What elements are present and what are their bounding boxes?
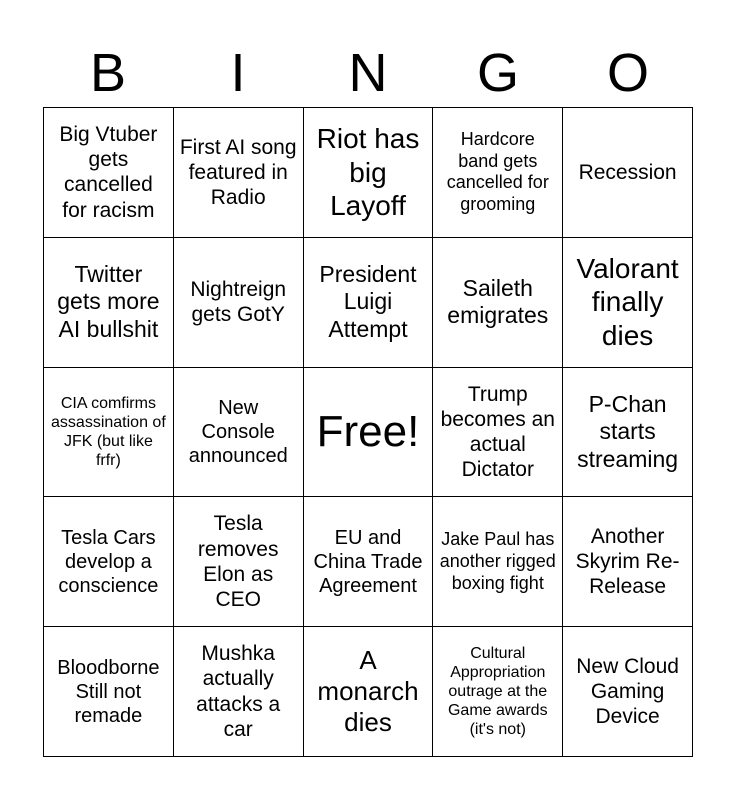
- bingo-cell[interactable]: [44, 627, 174, 757]
- bingo-cell[interactable]: [44, 497, 174, 627]
- bingo-cell[interactable]: [44, 238, 174, 368]
- cell-text: First AI song featured in Radio: [179, 135, 297, 209]
- cell-text: New Cloud Gaming Device: [576, 654, 679, 729]
- bingo-cell[interactable]: [304, 627, 434, 757]
- cell-text: Cultural Appropriation outrage at the Game awards (it's not): [447, 644, 548, 739]
- bingo-grid: [43, 107, 693, 757]
- bingo-cell[interactable]: [304, 238, 434, 368]
- header-letter-n: N: [348, 43, 388, 103]
- cell-text: CIA comfirms assassination of JFK (but like frfr): [51, 394, 166, 470]
- cell-text: Bloodborne Still not remade: [57, 656, 160, 727]
- bingo-cell[interactable]: [174, 627, 304, 757]
- bingo-cell[interactable]: [563, 108, 693, 238]
- cell-text: Riot has big Layoff: [316, 123, 420, 222]
- bingo-cell[interactable]: [433, 627, 563, 757]
- bingo-cell[interactable]: [563, 627, 693, 757]
- bingo-cell[interactable]: [304, 497, 434, 627]
- cell-text: New Console announced: [188, 396, 288, 467]
- bingo-header: [43, 40, 693, 106]
- bingo-cell[interactable]: [433, 497, 563, 627]
- cell-text: Hardcore band gets cancelled for grooming: [446, 129, 549, 214]
- bingo-cell[interactable]: [174, 238, 304, 368]
- bingo-cell[interactable]: [174, 497, 304, 627]
- cell-text: Mushka actually attacks a car: [196, 642, 281, 741]
- free-space[interactable]: [304, 368, 434, 498]
- bingo-cell[interactable]: [174, 108, 304, 238]
- free-space-text: Free!: [316, 406, 420, 456]
- cell-text: Jake Paul has another rigged boxing fight: [439, 529, 556, 593]
- cell-text: Big Vtuber gets cancelled for racism: [59, 123, 158, 222]
- cell-text: Twitter gets more AI bullshit: [57, 260, 160, 342]
- bingo-cell[interactable]: [563, 238, 693, 368]
- header-letter-o: O: [606, 43, 649, 103]
- cell-text: Another Skyrim Re-Release: [575, 525, 680, 599]
- header-letter-b: B: [89, 43, 127, 103]
- bingo-cell[interactable]: [433, 108, 563, 238]
- cell-text: Trump becomes an actual Dictator: [440, 382, 555, 482]
- bingo-cell[interactable]: [304, 108, 434, 238]
- cell-text: President Luigi Attempt: [319, 260, 417, 342]
- cell-text: Tesla removes Elon as CEO: [197, 512, 279, 611]
- bingo-cell[interactable]: [174, 368, 304, 498]
- cell-text: Nightreign gets GotY: [190, 278, 287, 327]
- cell-text: P-Chan starts streaming: [577, 390, 679, 472]
- bingo-cell[interactable]: [433, 238, 563, 368]
- cell-text: Tesla Cars develop a conscience: [58, 526, 159, 597]
- bingo-cell[interactable]: [563, 368, 693, 498]
- cell-text: Valorant finally dies: [576, 252, 679, 351]
- header-letter-i: I: [230, 43, 246, 103]
- header-letter-g: G: [476, 43, 519, 103]
- cell-text: Recession: [578, 160, 677, 184]
- cell-text: EU and China Trade Agreement: [313, 526, 423, 597]
- bingo-cell[interactable]: [44, 108, 174, 238]
- cell-text: Saileth emigrates: [447, 274, 549, 329]
- cell-text: A monarch dies: [317, 644, 419, 738]
- bingo-cell[interactable]: [563, 497, 693, 627]
- bingo-cell[interactable]: [44, 368, 174, 498]
- bingo-cell[interactable]: [433, 368, 563, 498]
